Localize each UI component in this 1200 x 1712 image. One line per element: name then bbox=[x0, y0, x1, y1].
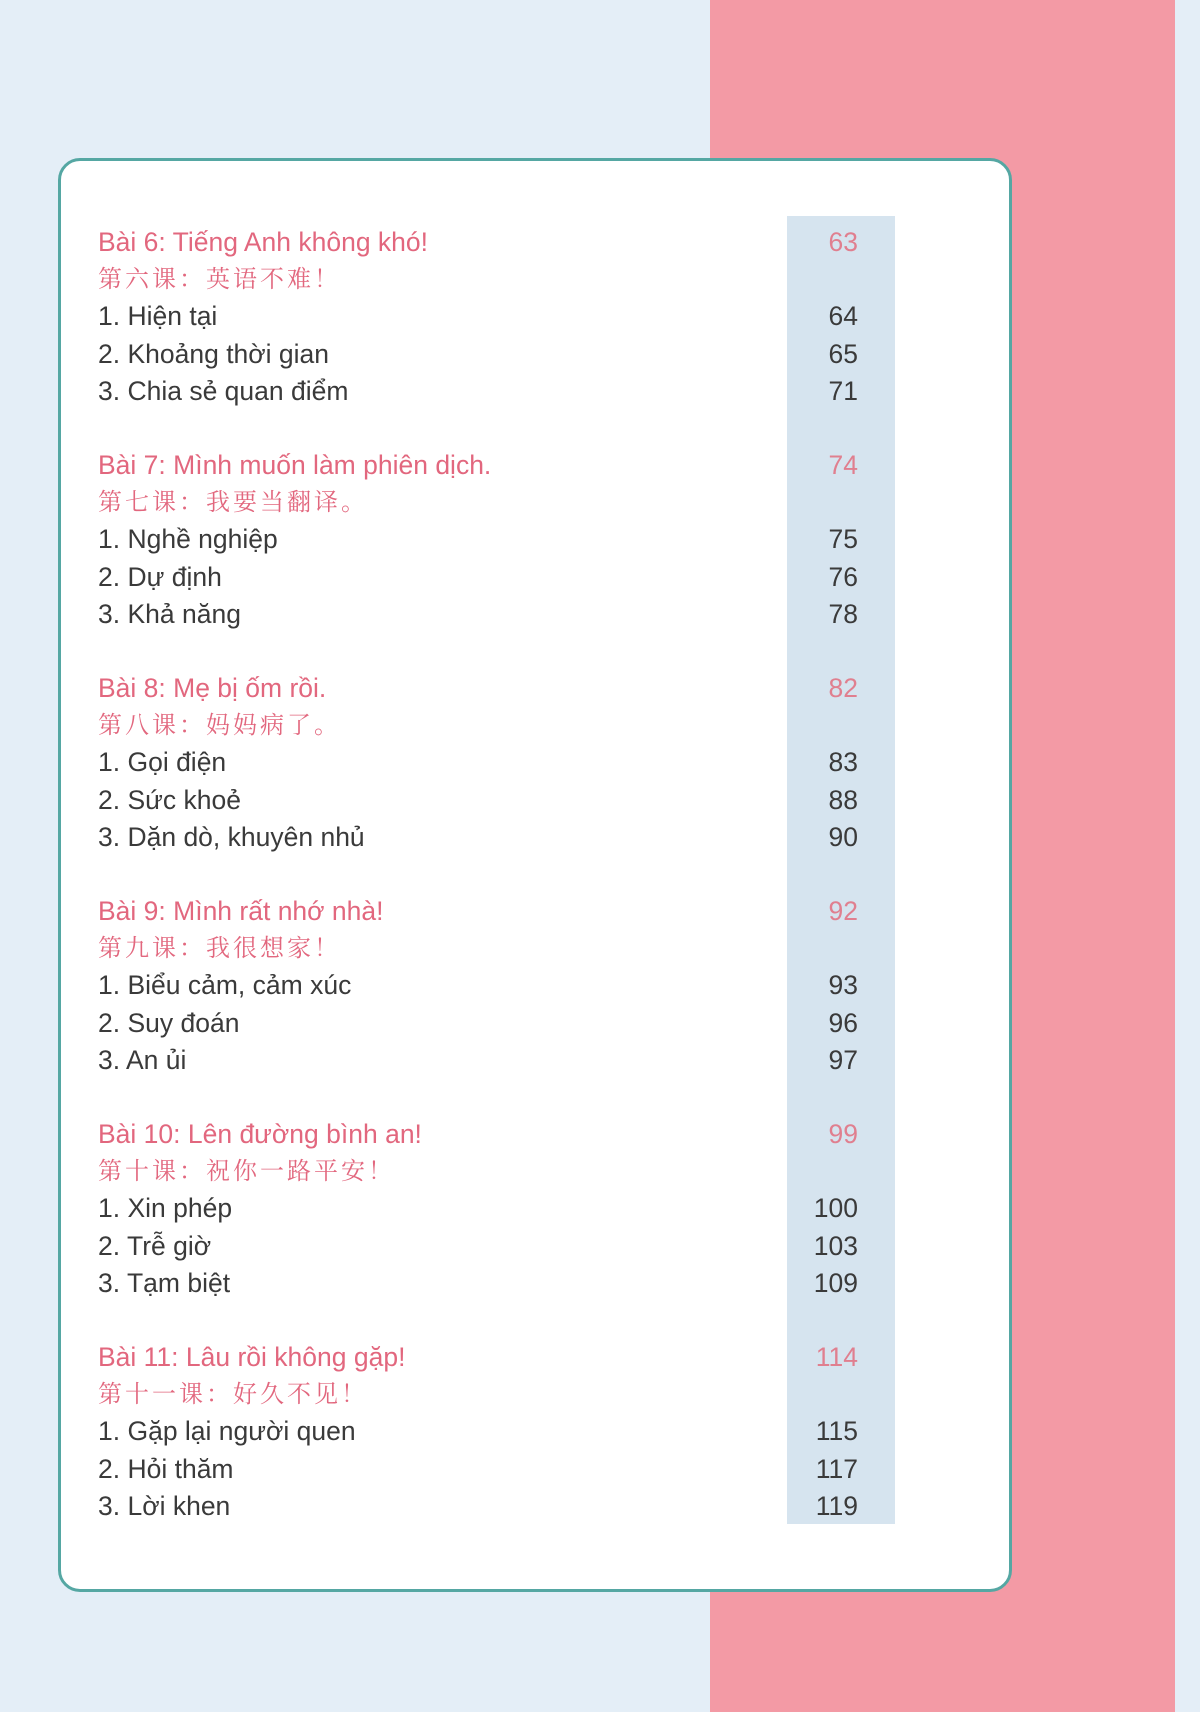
table-of-contents bbox=[98, 224, 858, 1562]
toc-item-label: 2. Dự định bbox=[98, 561, 222, 592]
lesson-chinese-title: 第十课：祝你一路平安！ bbox=[98, 1157, 395, 1186]
toc-item[interactable] bbox=[98, 1488, 858, 1525]
toc-item-label: 1. Gặp lại người quen bbox=[98, 1416, 356, 1447]
lesson-page-number: 82 bbox=[828, 673, 858, 703]
toc-item-label: 3. An ủi bbox=[98, 1044, 187, 1075]
toc-item-page: 88 bbox=[828, 784, 858, 815]
toc-item-label: 2. Sức khoẻ bbox=[98, 784, 241, 815]
lesson-page-number: 63 bbox=[828, 227, 858, 257]
toc-item[interactable] bbox=[98, 521, 858, 558]
lesson-page-number: 92 bbox=[828, 896, 858, 926]
lesson-title: Bài 9: Mình rất nhớ nhà! bbox=[98, 896, 384, 926]
lesson-page-number: 99 bbox=[828, 1119, 858, 1149]
lesson-title-row[interactable] bbox=[98, 447, 858, 484]
toc-item-label: 1. Gọi điện bbox=[98, 747, 227, 778]
toc-item-page: 90 bbox=[828, 821, 858, 852]
lesson-title: Bài 7: Mình muốn làm phiên dịch. bbox=[98, 450, 492, 480]
toc-item-label: 3. Lời khen bbox=[98, 1490, 231, 1521]
lesson-title: Bài 10: Lên đường bình an! bbox=[98, 1119, 422, 1149]
toc-item[interactable] bbox=[98, 298, 858, 335]
toc-item[interactable] bbox=[98, 336, 858, 373]
toc-item[interactable] bbox=[98, 596, 858, 633]
toc-item-label: 3. Chia sẻ quan điểm bbox=[98, 375, 349, 406]
toc-item[interactable] bbox=[98, 782, 858, 819]
lesson-chinese-title: 第八课：妈妈病了。 bbox=[98, 711, 341, 740]
toc-item[interactable] bbox=[98, 1042, 858, 1079]
toc-item-page: 83 bbox=[828, 747, 858, 778]
toc-item-page: 96 bbox=[828, 1007, 858, 1038]
toc-item-label: 1. Xin phép bbox=[98, 1193, 233, 1224]
toc-item-page: 100 bbox=[813, 1193, 858, 1224]
lesson-page-number: 114 bbox=[815, 1342, 858, 1372]
toc-item-label: 3. Dặn dò, khuyên nhủ bbox=[98, 821, 365, 852]
lesson-7 bbox=[98, 447, 858, 670]
toc-item-label: 2. Trễ giờ bbox=[98, 1230, 212, 1261]
lesson-title-row[interactable] bbox=[98, 224, 858, 261]
toc-item-label: 3. Tạm biệt bbox=[98, 1267, 231, 1298]
toc-item[interactable] bbox=[98, 1451, 858, 1488]
toc-item-label: 2. Khoảng thời gian bbox=[98, 338, 330, 369]
toc-item[interactable] bbox=[98, 1265, 858, 1302]
lesson-title: Bài 6: Tiếng Anh không khó! bbox=[98, 227, 429, 257]
lesson-title-row[interactable] bbox=[98, 893, 858, 930]
toc-item[interactable] bbox=[98, 819, 858, 856]
lesson-title-row[interactable] bbox=[98, 1339, 858, 1376]
lesson-chinese-title: 第七课：我要当翻译。 bbox=[98, 488, 368, 517]
toc-item[interactable] bbox=[98, 1005, 858, 1042]
toc-item-page: 65 bbox=[828, 338, 858, 369]
toc-item-label: 1. Hiện tại bbox=[98, 301, 218, 332]
toc-item[interactable] bbox=[98, 1228, 858, 1265]
background-right-strip bbox=[1175, 0, 1200, 1712]
lesson-6 bbox=[98, 224, 858, 447]
toc-item-label: 1. Nghề nghiệp bbox=[98, 524, 278, 555]
lesson-title: Bài 11: Lâu rồi không gặp! bbox=[98, 1342, 406, 1372]
toc-item-page: 109 bbox=[813, 1267, 858, 1298]
toc-item[interactable] bbox=[98, 967, 858, 1004]
lesson-chinese-title: 第十一课：好久不见！ bbox=[98, 1380, 368, 1409]
toc-item-page: 75 bbox=[828, 524, 858, 555]
toc-item-label: 1. Biểu cảm, cảm xúc bbox=[98, 970, 352, 1001]
lesson-title-row[interactable] bbox=[98, 1116, 858, 1153]
toc-item-page: 103 bbox=[813, 1230, 858, 1261]
toc-item-page: 117 bbox=[815, 1453, 858, 1484]
toc-item-page: 64 bbox=[828, 301, 858, 332]
toc-item-page: 115 bbox=[815, 1416, 858, 1447]
toc-item[interactable] bbox=[98, 744, 858, 781]
toc-item-page: 119 bbox=[815, 1490, 858, 1521]
toc-item[interactable] bbox=[98, 1413, 858, 1450]
lesson-10 bbox=[98, 1116, 858, 1339]
toc-item-label: 2. Suy đoán bbox=[98, 1007, 240, 1038]
toc-item[interactable] bbox=[98, 1190, 858, 1227]
toc-item-label: 3. Khả năng bbox=[98, 598, 241, 629]
lesson-title: Bài 8: Mẹ bị ốm rồi. bbox=[98, 673, 327, 703]
toc-item[interactable] bbox=[98, 373, 858, 410]
toc-item-page: 76 bbox=[828, 561, 858, 592]
toc-item-label: 2. Hỏi thăm bbox=[98, 1453, 234, 1484]
lesson-chinese-title: 第六课：英语不难！ bbox=[98, 265, 341, 294]
toc-item[interactable] bbox=[98, 559, 858, 596]
toc-item-page: 93 bbox=[828, 970, 858, 1001]
toc-item-page: 78 bbox=[828, 598, 858, 629]
toc-item-page: 71 bbox=[828, 375, 858, 406]
lesson-title-row[interactable] bbox=[98, 670, 858, 707]
lesson-9 bbox=[98, 893, 858, 1116]
lesson-page-number: 74 bbox=[828, 450, 858, 480]
lesson-11 bbox=[98, 1339, 858, 1562]
toc-item-page: 97 bbox=[828, 1044, 858, 1075]
lesson-chinese-title: 第九课：我很想家！ bbox=[98, 934, 341, 963]
lesson-8 bbox=[98, 670, 858, 893]
